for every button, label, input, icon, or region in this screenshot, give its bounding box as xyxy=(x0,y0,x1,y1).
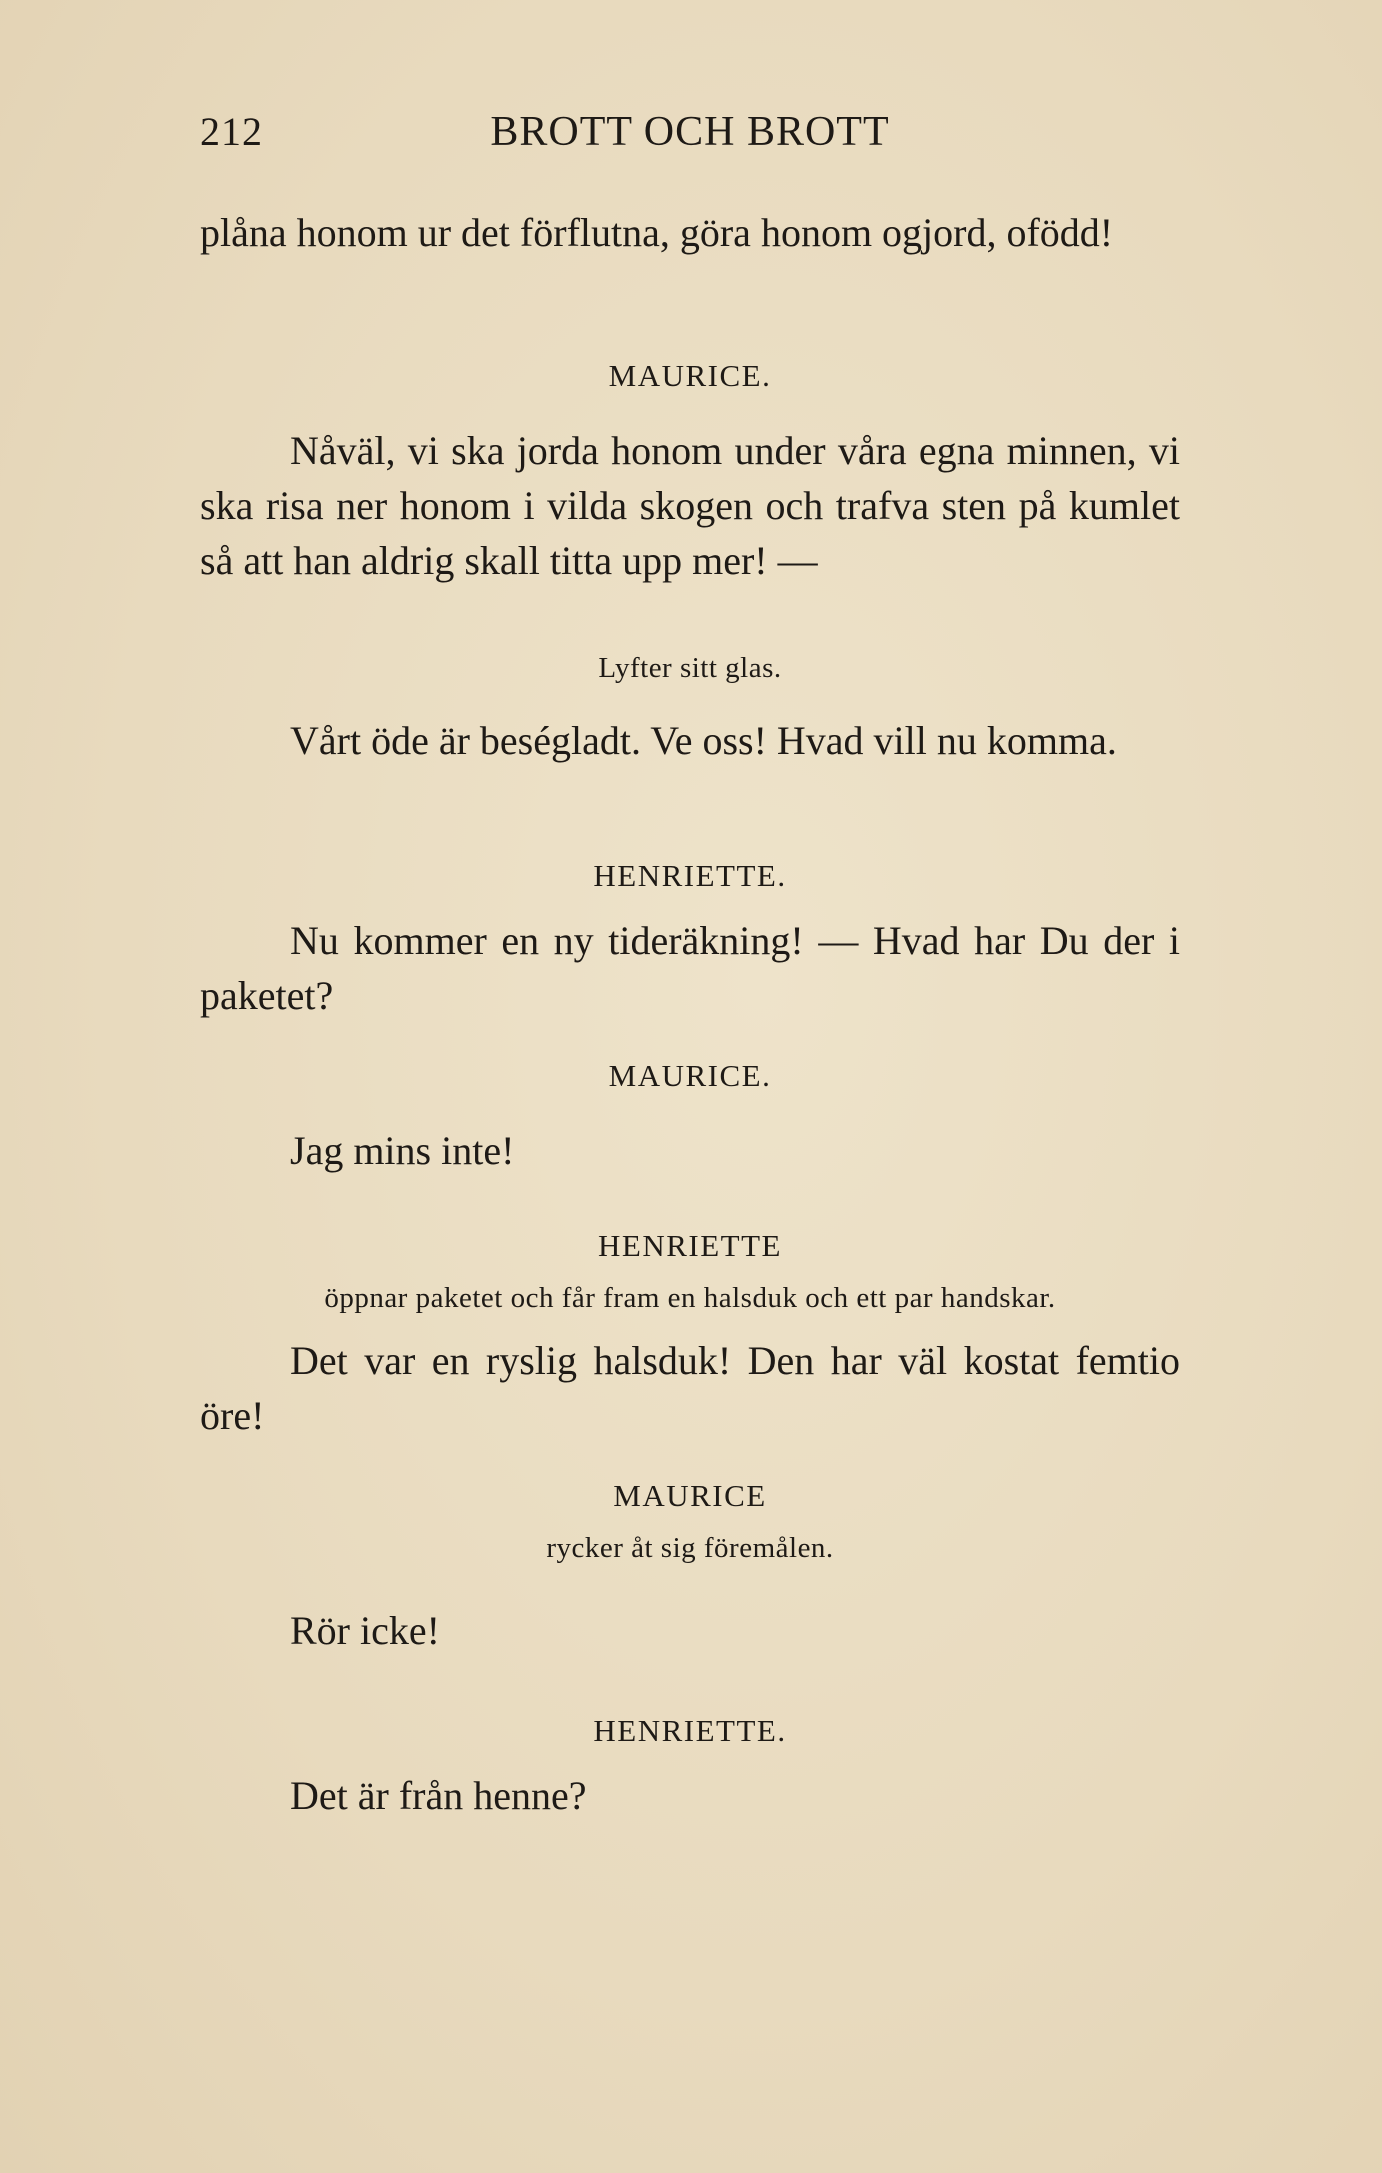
stage-direction: rycker åt sig föremålen. xyxy=(546,1532,834,1564)
paragraph: plåna honom ur det förflutna, göra honom ogjord, ofödd! xyxy=(200,210,1114,255)
speaker-name: MAURICE. xyxy=(608,358,772,393)
paragraph: Rör icke! xyxy=(290,1608,440,1653)
speaker-name: HENRIETTE. xyxy=(593,858,787,893)
paragraph: Vårt öde är beségladt. Ve oss! Hvad vill nu komma. xyxy=(290,718,1117,763)
stage-direction: Lyfter sitt glas. xyxy=(598,652,782,684)
running-title: BROTT OCH BROTT xyxy=(490,109,890,155)
speaker-name: MAURICE. xyxy=(608,1058,772,1093)
paragraph: Nåväl, vi ska jorda honom under våra egna minnen, vi ska risa ner honom i vilda skogen och trafva sten på kumlet så att han aldrig skall titta upp mer! — xyxy=(200,428,1180,583)
speaker-name: HENRIETTE. xyxy=(593,1713,787,1748)
paragraph: Nu kommer en ny tideräkning! — Hvad har Du der i paketet? xyxy=(200,918,1180,1018)
page-body xyxy=(200,205,1180,1823)
paragraph: Jag mins inte! xyxy=(290,1128,515,1173)
speaker-name: MAURICE xyxy=(613,1478,767,1513)
paragraph: Det är från henne? xyxy=(290,1773,587,1818)
page-number: 212 xyxy=(200,109,263,154)
paragraph: Det var en ryslig halsduk! Den har väl kostat femtio öre! xyxy=(200,1338,1180,1438)
stage-direction: öppnar paketet och får fram en halsduk och ett par handskar. xyxy=(324,1282,1056,1314)
speaker-name: HENRIETTE xyxy=(598,1228,782,1263)
page-header xyxy=(200,108,1180,168)
